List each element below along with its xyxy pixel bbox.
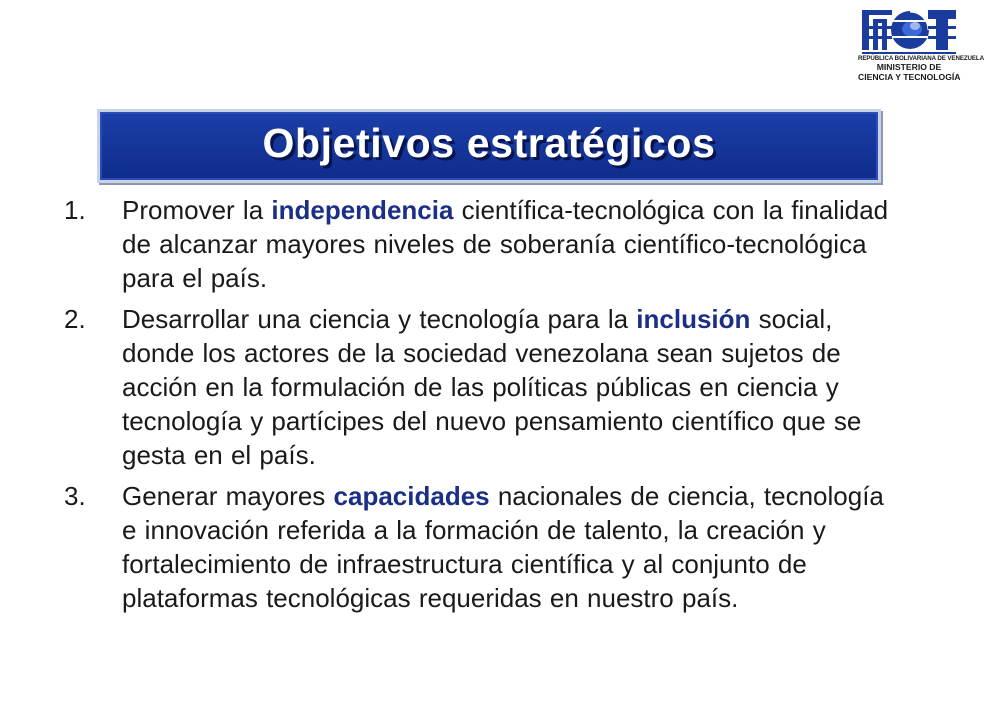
objective-item-2	[64, 302, 904, 472]
objective-number: 2.	[64, 304, 86, 334]
objective-text-before: Generar mayores	[122, 481, 334, 511]
logo-line-2: MINISTERIO DE	[876, 61, 942, 72]
objective-text-after: social, donde los actores de la sociedad venezolana sean sujetos de acción en la formulación de las políticas públicas en ciencia y tecnología y partícipes del nuevo pensamiento científico que se gesta en el país.	[122, 304, 862, 470]
objective-text-after: científica-tecnológica con la finalidad de alcanzar mayores niveles de soberanía científico-tecnológica para el país.	[122, 195, 889, 293]
logo-caption	[858, 55, 984, 82]
objective-item-1	[64, 193, 904, 295]
objective-number: 1.	[64, 195, 86, 225]
logo-line-3: CIENCIA Y TECNOLOGÍA	[858, 71, 961, 82]
objective-highlight: capacidades	[333, 481, 490, 511]
objective-text	[122, 302, 904, 472]
page-title: Objetivos estratégicos	[262, 119, 716, 166]
objective-number: 3.	[64, 481, 86, 511]
objective-text-after: nacionales de ciencia, tecnología e innovación referida a la formación de talento, la creación y fortalecimiento de infraestructura científica y al conjunto de plataformas tecnológicas requeridas en nuestro país.	[122, 481, 884, 613]
objective-highlight: independencia	[271, 195, 454, 225]
objective-item-3	[64, 479, 904, 615]
objective-highlight: inclusión	[636, 304, 751, 334]
objectives-list	[64, 193, 904, 615]
logo-line-1: REPÚBLICA BOLIVARIANA DE VENEZUELA	[858, 55, 984, 62]
title-banner	[97, 109, 881, 183]
objective-text-before: Desarrollar una ciencia y tecnología para la	[122, 304, 637, 334]
mct-logo-icon	[862, 6, 956, 56]
objective-text-before: Promover la	[122, 195, 272, 225]
objective-text	[122, 479, 904, 615]
objective-text	[122, 193, 904, 295]
